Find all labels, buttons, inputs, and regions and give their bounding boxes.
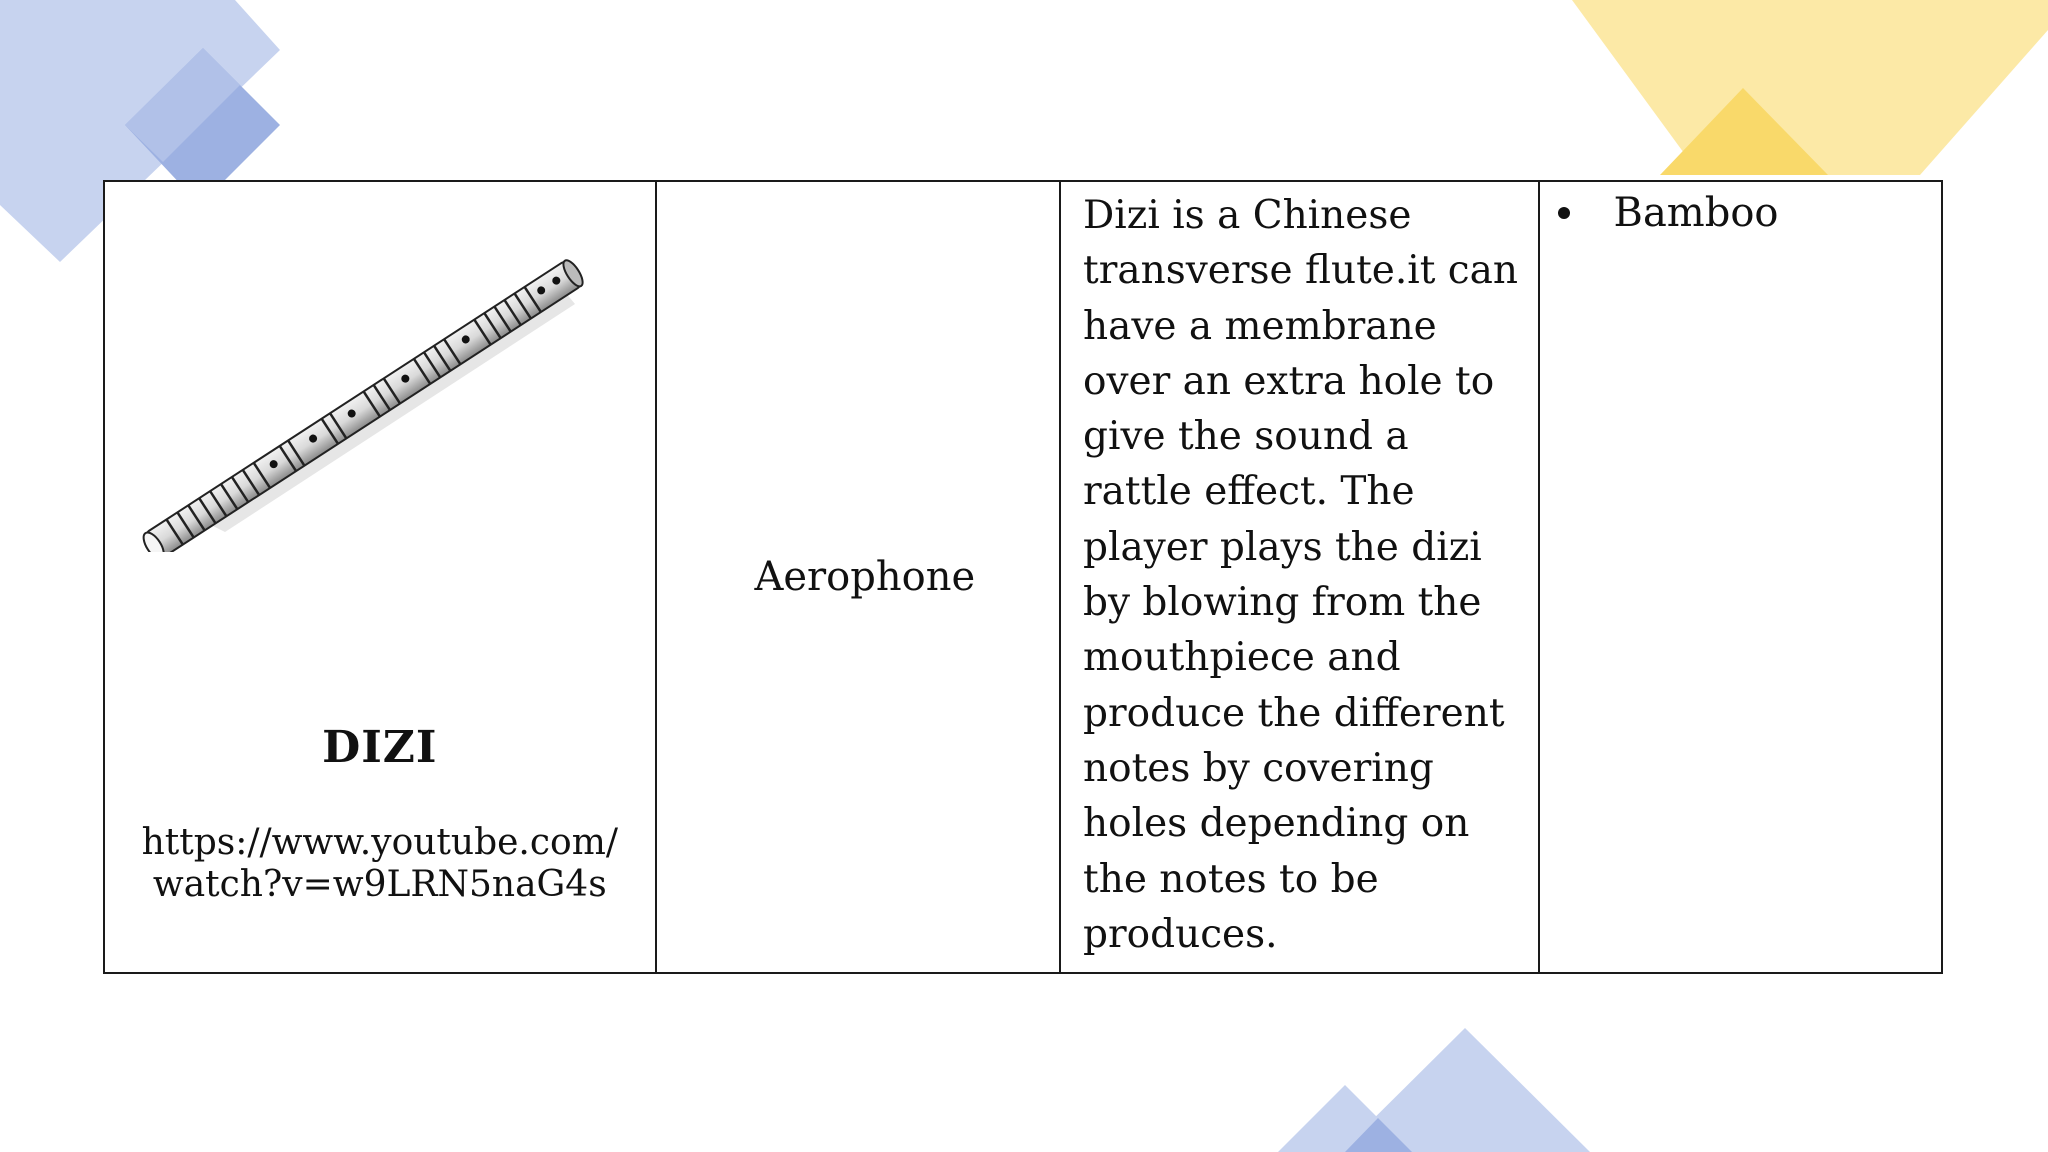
instrument-cell: [104, 181, 656, 973]
decor-diamond-top-left-overlap: [125, 48, 240, 162]
instrument-name: DIZI: [322, 722, 438, 773]
materials-list: [1540, 2, 1941, 238]
materials-cell: [1539, 181, 1942, 973]
decor-diamond-bottom-large: [1340, 1028, 1590, 1152]
instrument-link-line-1: https://www.youtube.com/: [141, 822, 618, 863]
bullet-icon: [1558, 207, 1570, 219]
decor-diamond-bottom-small: [1278, 1085, 1412, 1152]
instrument-classification: Aerophone: [754, 554, 976, 600]
description-cell: [1060, 181, 1539, 973]
dizi-flute-icon: [135, 212, 735, 552]
material-label: Bamboo: [1613, 190, 1779, 236]
instrument-link-line-2: watch?v=w9LRN5naG4s: [152, 864, 607, 905]
instrument-video-link[interactable]: [105, 822, 655, 906]
list-item: [1540, 2, 1941, 238]
instrument-description: Dizi is a Chinese transverse flute.it can have a membrane over an extra hole to give the sound a rattle effect. The player plays the dizi by blowing from the mouthpiece and produce the different notes by covering holes depending on the notes to be produces.: [1083, 193, 1519, 957]
table-row: [104, 181, 1942, 973]
decor-diamond-bottom-overlap: [1345, 1118, 1412, 1152]
instrument-table: [103, 180, 1943, 974]
